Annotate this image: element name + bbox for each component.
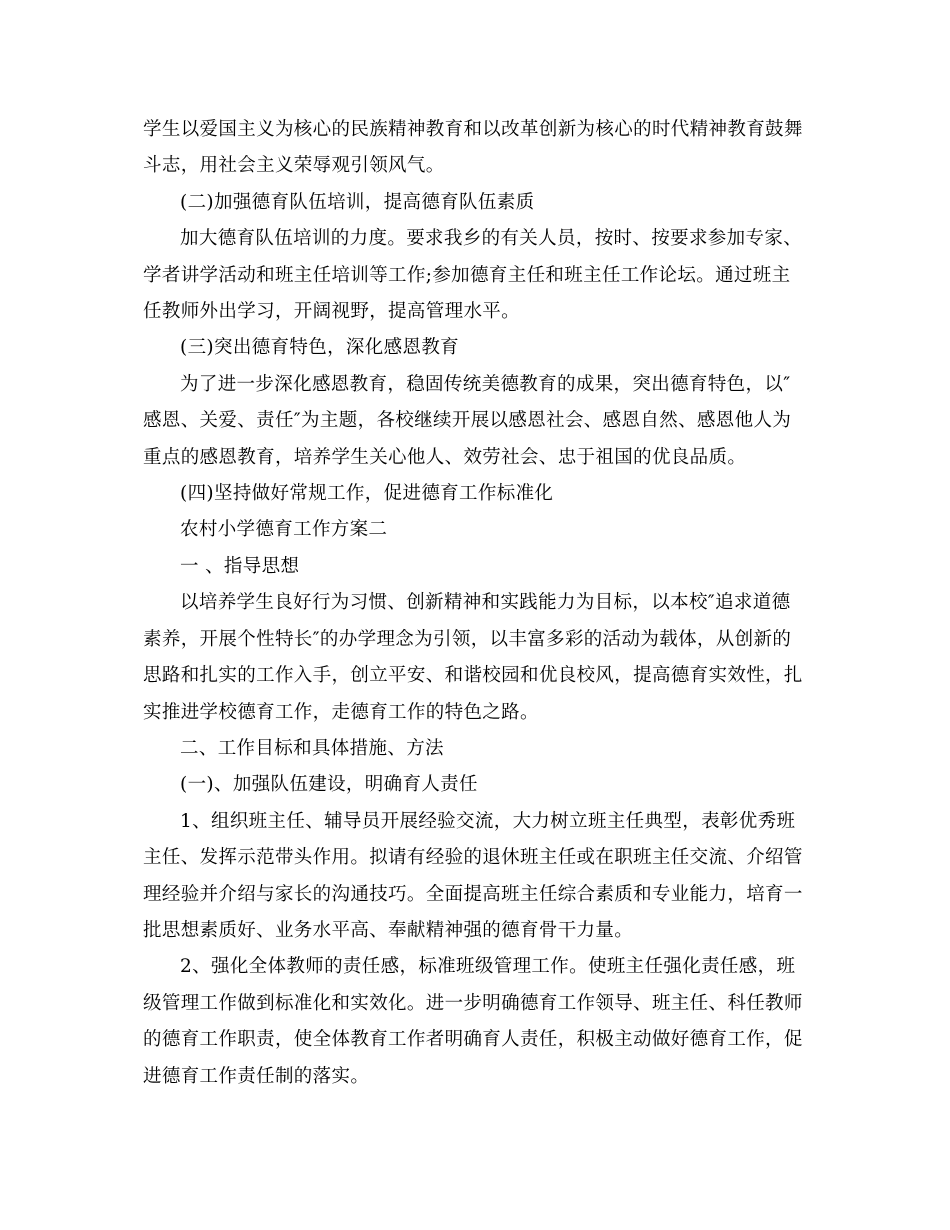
section-heading: 二、工作目标和具体措施、方法 <box>180 737 444 759</box>
paragraph: 加大德育队伍培训的力度。要求我乡的有关人员，按时、按要求参加专家、学者讲学活动和班主任培训等工作;参加德育主任和班主任工作论坛。通过班主任教师外出学习，开阔视野，提高管理水平。 <box>143 228 803 323</box>
paragraph: 以培养学生良好行为习惯、创新精神和实践能力为目标，以本校″追求道德素养，开展个性特长″的办学理念为引领，以丰富多彩的活动为载体，从创新的思路和扎实的工作入手，创立平安、和谐校园和优良校风，提高德育实效性，扎实推进学校德育工作，走德育工作的特色之路。 <box>143 592 803 723</box>
section-heading: (四)坚持做好常规工作，促进德育工作标准化 <box>180 483 554 505</box>
paragraph: 2、强化全体教师的责任感，标准班级管理工作。使班主任强化责任感，班级管理工作做到标准化和实效化。进一步明确德育工作领导、班主任、科任教师的德育工作职责，使全体教育工作者明确育人责任，积极主动做好德育工作，促进德育工作责任制的落实。 <box>143 956 803 1087</box>
section-heading: 一 、指导思想 <box>180 555 300 577</box>
paragraph: 为了进一步深化感恩教育，稳固传统美德教育的成果，突出德育特色，以″感恩、关爱、责任″为主题，各校继续开展以感恩社会、感恩自然、感恩他人为重点的感恩教育，培养学生关心他人、效劳社会、忠于祖国的优良品质。 <box>143 373 792 468</box>
paragraph: 1、组织班主任、辅导员开展经验交流，大力树立班主任典型，表彰优秀班主任、发挥示范带头作用。拟请有经验的退休班主任或在职班主任交流、介绍管理经验并介绍与家长的沟通技巧。全面提高班主任综合素质和专业能力，培育一批思想素质好、业务水平高、奉献精神强的德育骨干力量。 <box>143 810 803 941</box>
section-heading: (一)、加强队伍建设，明确育人责任 <box>180 774 478 796</box>
document-body <box>143 112 807 1095</box>
paragraph-continued: 学生以爱国主义为核心的民族精神教育和以改革创新为核心的时代精神教育鼓舞斗志，用社会主义荣辱观引领风气。 <box>143 119 803 177</box>
section-heading: (三)突出德育特色，深化感恩教育 <box>180 337 460 359</box>
document-subtitle: 农村小学德育工作方案二 <box>180 519 388 541</box>
section-heading: (二)加强德育队伍培训，提高德育队伍素质 <box>180 191 535 213</box>
